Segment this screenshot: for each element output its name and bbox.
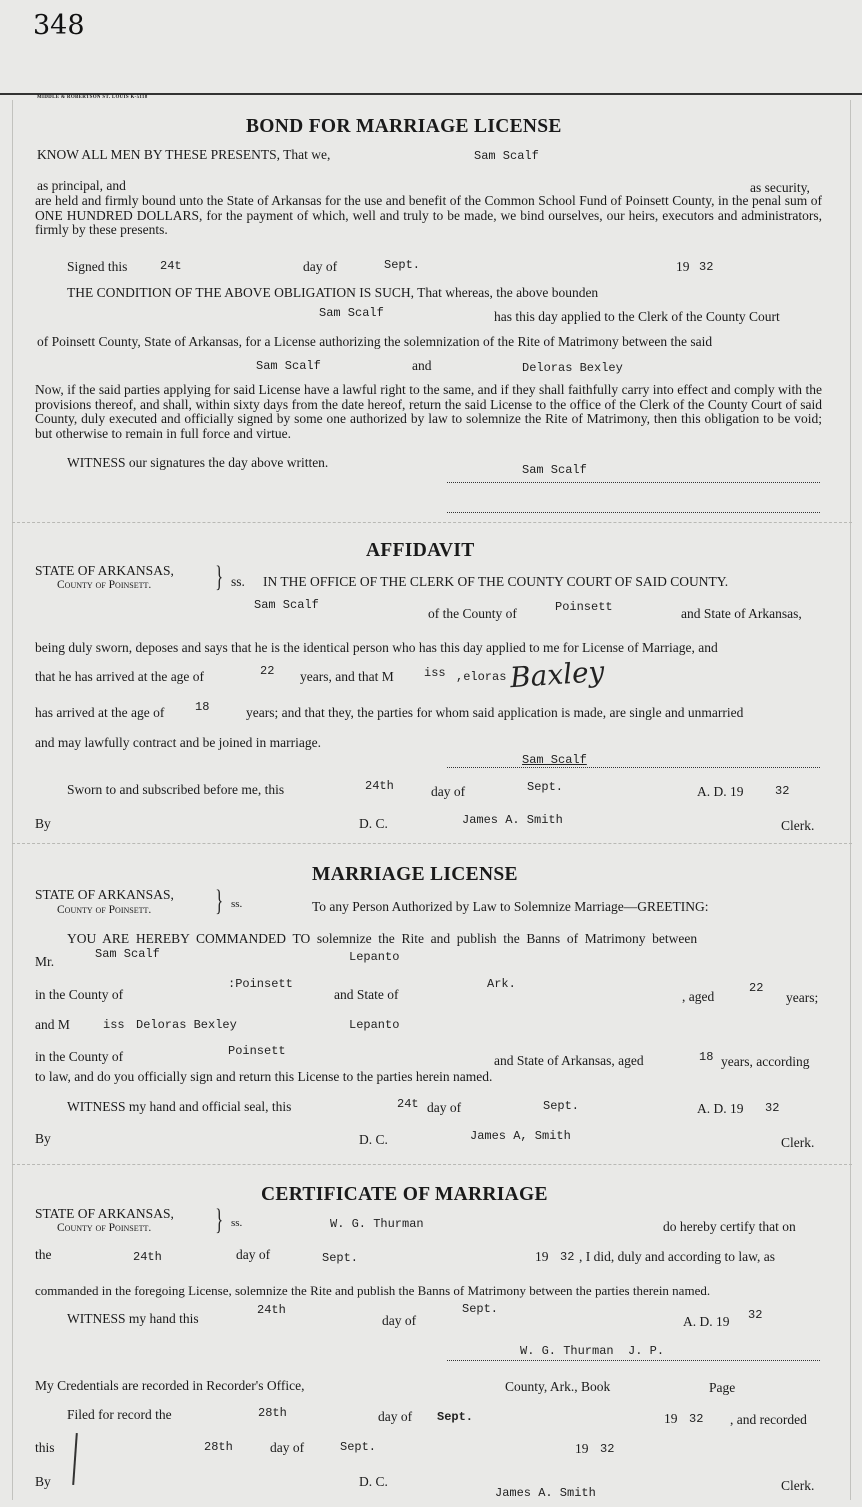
license-commanded: YOU ARE HEREBY COMMANDED TO solemnize the Rite and publish the Banns of Matrimony between — [67, 931, 698, 946]
affidavit-brace: } — [215, 560, 224, 593]
page-number: 348 — [33, 10, 85, 41]
affidavit-signature: Sam Scalf — [522, 753, 587, 767]
license-ss: ss. — [231, 898, 243, 910]
left-margin-line — [12, 100, 13, 1500]
license-day-of: day of — [427, 1100, 462, 1115]
affidavit-name: Sam Scalf — [254, 598, 319, 612]
certificate-year: 32 — [560, 1250, 575, 1264]
affidavit-ad: A. D. 19 — [697, 784, 744, 799]
certificate-filed-day-of: day of — [378, 1409, 413, 1424]
certificate-clerk: Clerk. — [781, 1478, 815, 1493]
affidavit-sworn-year: 32 — [775, 784, 790, 798]
bond-as-principal: as principal, and — [37, 178, 126, 193]
certificate-dc: D. C. — [359, 1474, 388, 1489]
affidavit-state: STATE OF ARKANSAS, — [35, 563, 174, 578]
section-divider-1 — [12, 522, 852, 523]
bond-signature-line-2 — [447, 512, 820, 513]
license-witness-month: Sept. — [543, 1099, 580, 1113]
bond-day-of: day of — [303, 259, 338, 274]
license-groom-state: Ark. — [487, 977, 516, 991]
certificate-filed-year: 32 — [689, 1412, 704, 1426]
bond-condition: THE CONDITION OF THE ABOVE OBLIGATION IS SUCH, That whereas, the above bounden — [67, 285, 599, 300]
certificate-signature-line — [447, 1360, 820, 1361]
certificate-recorded-day: 28th — [204, 1440, 233, 1454]
certificate-officiant: W. G. Thurman — [330, 1217, 424, 1231]
affidavit-dc: D. C. — [359, 816, 388, 831]
bond-know-all: KNOW ALL MEN BY THESE PRESENTS, That we, — [37, 147, 331, 162]
certificate-witness-year: 32 — [748, 1308, 763, 1322]
certificate-filed-year-prefix: 19 — [664, 1411, 678, 1426]
affidavit-by: By — [35, 816, 51, 831]
certificate-i-did: , I did, duly and according to law, as — [579, 1249, 775, 1264]
affidavit-lawfully: and may lawfully contract and be joined in marriage. — [35, 735, 322, 750]
license-groom-age: 22 — [749, 981, 764, 995]
license-groom-town: Lepanto — [349, 950, 400, 964]
affidavit-iss: iss — [424, 666, 446, 680]
license-aged: , aged — [682, 989, 715, 1004]
certificate-this: this — [35, 1440, 55, 1455]
certificate-clerk-name: James A. Smith — [495, 1486, 596, 1500]
license-in-county-of-2: in the County of — [35, 1049, 124, 1064]
bond-signed-day: 24t — [160, 259, 182, 273]
certificate-brace: } — [215, 1203, 224, 1236]
bond-held-text: are held and firmly bound unto the State of Arkansas for the use and benefit of the Common School Fund of Poinsett County, in the penal sum of ONE HUNDRED DOLLARS, for the payment of which, well and truly to be made, we bind ourselves, our heirs, executors and administrators, firmly by these presents. — [35, 193, 822, 237]
certificate-day: 24th — [133, 1250, 162, 1264]
license-title: MARRIAGE LICENSE — [312, 864, 518, 885]
bond-applied-text: has this day applied to the Clerk of the County Court — [494, 309, 780, 324]
bond-title: BOND FOR MARRIAGE LICENSE — [246, 116, 562, 137]
certificate-witness: WITNESS my hand this — [67, 1311, 199, 1326]
license-by: By — [35, 1131, 51, 1146]
affidavit-ss: ss. — [231, 574, 245, 589]
license-clerk-name: James A, Smith — [470, 1129, 571, 1143]
affidavit-age-bride: 18 — [195, 700, 210, 714]
printer-mark: MIDDLE & ROBERTSON ST. LOUIS K-5118 — [37, 95, 148, 100]
license-witness-day: 24t — [397, 1097, 419, 1111]
affidavit-clerk: Clerk. — [781, 818, 815, 833]
certificate-page: Page — [709, 1380, 736, 1395]
license-groom: Sam Scalf — [95, 947, 160, 961]
certificate-and-recorded: , and recorded — [730, 1412, 807, 1427]
certificate-certify: do hereby certify that on — [663, 1219, 796, 1234]
license-bride-town: Lepanto — [349, 1018, 400, 1032]
affidavit-arrived-age: that he has arrived at the age of — [35, 669, 205, 684]
affidavit-being-sworn: being duly sworn, deposes and says that he is the identical person who has this day applied to me for License of Marriage, and — [35, 640, 718, 655]
affidavit-day-of: day of — [431, 784, 466, 799]
certificate-day-of: day of — [236, 1247, 271, 1262]
bond-witness: WITNESS our signatures the day above written. — [67, 455, 329, 470]
affidavit-bride-handwritten: Baxley — [508, 654, 606, 695]
certificate-recorded-year-prefix: 19 — [575, 1441, 589, 1456]
certificate-ad: A. D. 19 — [683, 1314, 730, 1329]
bond-signed-this: Signed this — [67, 259, 128, 274]
license-and-m: and M — [35, 1017, 70, 1032]
handwritten-mark — [72, 1433, 78, 1485]
affidavit-bride-typed: ,eloras — [456, 670, 507, 684]
license-to-law: to law, and do you officially sign and return this License to the parties herein named. — [35, 1069, 493, 1084]
license-bride-county: Poinsett — [228, 1044, 286, 1058]
certificate-filed: Filed for record the — [67, 1407, 172, 1422]
license-and-state-of: and State of — [334, 987, 399, 1002]
license-years-semicolon: years; — [786, 990, 819, 1005]
license-bride-age: 18 — [699, 1050, 714, 1064]
affidavit-county: County of Poinsett. — [57, 579, 152, 591]
certificate-the: the — [35, 1247, 52, 1262]
bond-party1: Sam Scalf — [256, 359, 321, 373]
certificate-county: County of Poinsett. — [57, 1222, 152, 1234]
certificate-witness-month: Sept. — [462, 1302, 499, 1316]
bond-year-prefix: 19 — [676, 259, 690, 274]
affidavit-years-single: years; and that they, the parties for whom said application is made, are single and unmarried — [246, 705, 744, 720]
bond-bounden-name: Sam Scalf — [319, 306, 384, 320]
bond-party2: Deloras Bexley — [522, 361, 623, 375]
affidavit-county-name: Poinsett — [555, 600, 613, 614]
affidavit-sworn-day: 24th — [365, 779, 394, 793]
certificate-by: By — [35, 1474, 51, 1489]
bond-signature-line-1 — [447, 482, 820, 483]
license-dc: D. C. — [359, 1132, 388, 1147]
certificate-filed-month: Sept. — [437, 1410, 474, 1424]
license-years-according: years, according — [721, 1054, 810, 1069]
affidavit-clerk-name: James A. Smith — [462, 813, 563, 827]
affidavit-office-line: IN THE OFFICE OF THE CLERK OF THE COUNTY COURT OF SAID COUNTY. — [263, 574, 729, 589]
certificate-county-ark-book: County, Ark., Book — [505, 1379, 611, 1394]
certificate-state: STATE OF ARKANSAS, — [35, 1206, 174, 1221]
affidavit-sworn: Sworn to and subscribed before me, this — [67, 782, 285, 797]
affidavit-title: AFFIDAVIT — [366, 540, 475, 561]
certificate-credentials: My Credentials are recorded in Recorder's Office, — [35, 1378, 305, 1393]
certificate-recorded-year: 32 — [600, 1442, 615, 1456]
certificate-witness-day-of: day of — [382, 1313, 417, 1328]
certificate-witness-day: 24th — [257, 1303, 286, 1317]
license-state: STATE OF ARKANSAS, — [35, 887, 174, 902]
license-witness-year: 32 — [765, 1101, 780, 1115]
license-ad: A. D. 19 — [697, 1101, 744, 1116]
certificate-recorded-month: Sept. — [340, 1440, 377, 1454]
affidavit-sworn-month: Sept. — [527, 780, 564, 794]
license-bride: Deloras Bexley — [136, 1018, 237, 1032]
certificate-signature: W. G. Thurman J. P. — [520, 1344, 665, 1358]
affidavit-of-county: of the County of — [428, 606, 517, 621]
license-county: County of Poinsett. — [57, 904, 152, 916]
certificate-filed-day: 28th — [258, 1406, 287, 1420]
license-clerk: Clerk. — [781, 1135, 815, 1150]
license-iss: iss — [103, 1018, 125, 1032]
certificate-recorded-day-of: day of — [270, 1440, 305, 1455]
license-witness: WITNESS my hand and official seal, this — [67, 1099, 292, 1114]
license-brace: } — [215, 884, 224, 917]
license-greeting: To any Person Authorized by Law to Solemnize Marriage—GREETING: — [312, 899, 709, 914]
affidavit-has-arrived: has arrived at the age of — [35, 705, 165, 720]
bond-signature1: Sam Scalf — [522, 463, 587, 477]
affidavit-and-state: and State of Arkansas, — [681, 606, 802, 621]
certificate-month: Sept. — [322, 1251, 359, 1265]
bond-as-security: as security, — [750, 180, 810, 195]
affidavit-years-and-that: years, and that M — [300, 669, 394, 684]
bond-and: and — [412, 358, 432, 373]
certificate-year-prefix: 19 — [535, 1249, 549, 1264]
bond-principal-name: Sam Scalf — [474, 149, 539, 163]
affidavit-signature-line — [447, 767, 820, 768]
license-mr: Mr. — [35, 954, 55, 969]
bond-signed-year: 32 — [699, 260, 714, 274]
bond-signed-month: Sept. — [384, 258, 421, 272]
bond-now-if-text: Now, if the said parties applying for said License have a lawful right to the same, and if they shall faithfully carry into effect and comply with the provisions thereof, and shall, within sixty days from the date hereof, return the said License to the office of the Clerk of the County Court of said County, duly executed and officially signed by some one authorized by law to solemnize the Rite of Matrimony, then this obligation to be void; but otherwise to remain in full force and virtue. — [35, 382, 822, 441]
license-in-county-of: in the County of — [35, 987, 124, 1002]
certificate-commanded: commanded in the foregoing License, solemnize the Rite and publish the Banns of Matrimony between the parties therein named. — [35, 1283, 711, 1298]
section-divider-2 — [12, 843, 852, 844]
certificate-title: CERTIFICATE OF MARRIAGE — [261, 1184, 548, 1205]
affidavit-age-groom: 22 — [260, 664, 275, 678]
license-groom-county: :Poinsett — [228, 977, 293, 991]
license-and-state-aged: and State of Arkansas, aged — [494, 1053, 644, 1068]
bond-of-poinsett: of Poinsett County, State of Arkansas, for a License authorizing the solemnization of the Rite of Matrimony between the said — [37, 334, 713, 349]
certificate-ss: ss. — [231, 1217, 243, 1229]
section-divider-3 — [12, 1164, 852, 1165]
right-margin-line — [850, 100, 851, 1500]
